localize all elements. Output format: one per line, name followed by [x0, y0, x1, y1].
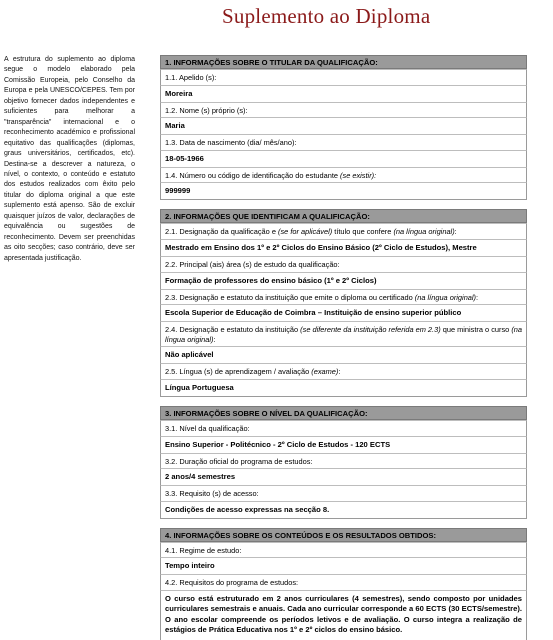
- field-label-2-4: 2.4. Designação e estatuto da instituição (se diferente da instituição referida em 2.3) que ministra o curso (na língua original):: [160, 321, 527, 346]
- field-value-2-2: Formação de professores do ensino básico (1º e 2º Ciclos): [160, 272, 527, 289]
- intro-paragraph: A estrutura do suplemento ao diploma segue o modelo elaborado pela Comissão Europeia, pelo Conselho da Europa e pela UNESCO/CEPES. Tem por objetivo fornecer dados independentes e suficientes para melhorar a "transparência" internacional e o reconhecimento académico e profissional equitativo das qualificações (diplomas, graus universitários, certificados, etc). Destina-se a descrever a natureza, o nível, o contexto, o conteúdo e estatuto dos estudos realizados com êxito pelo titular do diploma original a que este suplemento está apenso. São de excluir quaisquer juízos de valor, declarações de equivalência ou sugestões de reconhecimento. Devem ser preenchidas as oito secções; caso contrário, deve ser apresentada justificação.: [4, 56, 135, 262]
- field-value-2-5: Língua Portuguesa: [160, 379, 527, 396]
- field-value-3-1: Ensino Superior - Politécnico - 2º Ciclo de Estudos - 120 ECTS: [160, 436, 527, 453]
- field-label-4-2: 4.2. Requisitos do programa de estudos:: [160, 574, 527, 590]
- field-label-3-1: 3.1. Nível da qualificação:: [160, 420, 527, 436]
- field-label-3-2: 3.2. Duração oficial do programa de estudos:: [160, 453, 527, 469]
- field-label-2-5: 2.5. Língua (s) de aprendizagem / avaliação (exame):: [160, 363, 527, 379]
- field-value-2-3: Escola Superior de Educação de Coimbra – Instituição de ensino superior público: [160, 304, 527, 321]
- field-value-2-1: Mestrado em Ensino dos 1º e 2º Ciclos do Ensino Básico (2º Ciclo de Estudos), Mestre: [160, 239, 527, 256]
- field-value-3-3: Condições de acesso expressas na secção 8.: [160, 501, 527, 518]
- section-header-1: 1. INFORMAÇÕES SOBRE O TITULAR DA QUALIFICAÇÃO:: [160, 55, 527, 69]
- field-label-2-2: 2.2. Principal (ais) área (s) de estudo da qualificação:: [160, 256, 527, 272]
- page-title: Suplemento ao Diploma: [222, 4, 431, 28]
- field-label-3-3: 3.3. Requisito (s) de acesso:: [160, 485, 527, 501]
- field-value-1-3: 18-05-1966: [160, 150, 527, 167]
- section-divider: [160, 518, 527, 528]
- field-label-2-3: 2.3. Designação e estatuto da instituição que emite o diploma ou certificado (na língua original):: [160, 289, 527, 305]
- section-header-4: 4. INFORMAÇÕES SOBRE OS CONTEÚDOS E OS RESULTADOS OBTIDOS:: [160, 528, 527, 542]
- field-value-1-4: 999999: [160, 182, 527, 199]
- section-divider: [160, 396, 527, 406]
- field-label-1-3: 1.3. Data de nascimento (dia/ mês/ano):: [160, 134, 527, 150]
- field-value-4-2: O curso está estruturado em 2 anos curriculares (4 semestres), sendo composto por unidades curriculares semestrais e anuais. Cada ano curricular corresponde a 60 ECTS (30 ECTS/semestre). O ano escolar compreende os períodos letivos e de avaliação. O curso integra a realização de estágios de Prática Educativa nos 1º e 2º ciclos do ensino básico.: [160, 590, 527, 640]
- field-label-1-4: 1.4. Número ou código de identificação do estudante (se existir):: [160, 167, 527, 183]
- field-value-1-1: Moreira: [160, 85, 527, 102]
- field-label-1-1: 1.1. Apelido (s):: [160, 69, 527, 85]
- field-label-4-1: 4.1. Regime de estudo:: [160, 542, 527, 558]
- field-label-2-1: 2.1. Designação da qualificação e (se for aplicável) título que confere (na língua original):: [160, 223, 527, 239]
- section-header-3: 3. INFORMAÇÕES SOBRE O NÍVEL DA QUALIFICAÇÃO:: [160, 406, 527, 420]
- diploma-form: [160, 55, 527, 640]
- field-label-1-2: 1.2. Nome (s) próprio (s):: [160, 102, 527, 118]
- section-divider: [160, 199, 527, 209]
- field-value-1-2: Maria: [160, 117, 527, 134]
- field-value-3-2: 2 anos/4 semestres: [160, 468, 527, 485]
- section-header-2: 2. INFORMAÇÕES QUE IDENTIFICAM A QUALIFICAÇÃO:: [160, 209, 527, 223]
- field-value-4-1: Tempo inteiro: [160, 557, 527, 574]
- field-value-2-4: Não aplicável: [160, 346, 527, 363]
